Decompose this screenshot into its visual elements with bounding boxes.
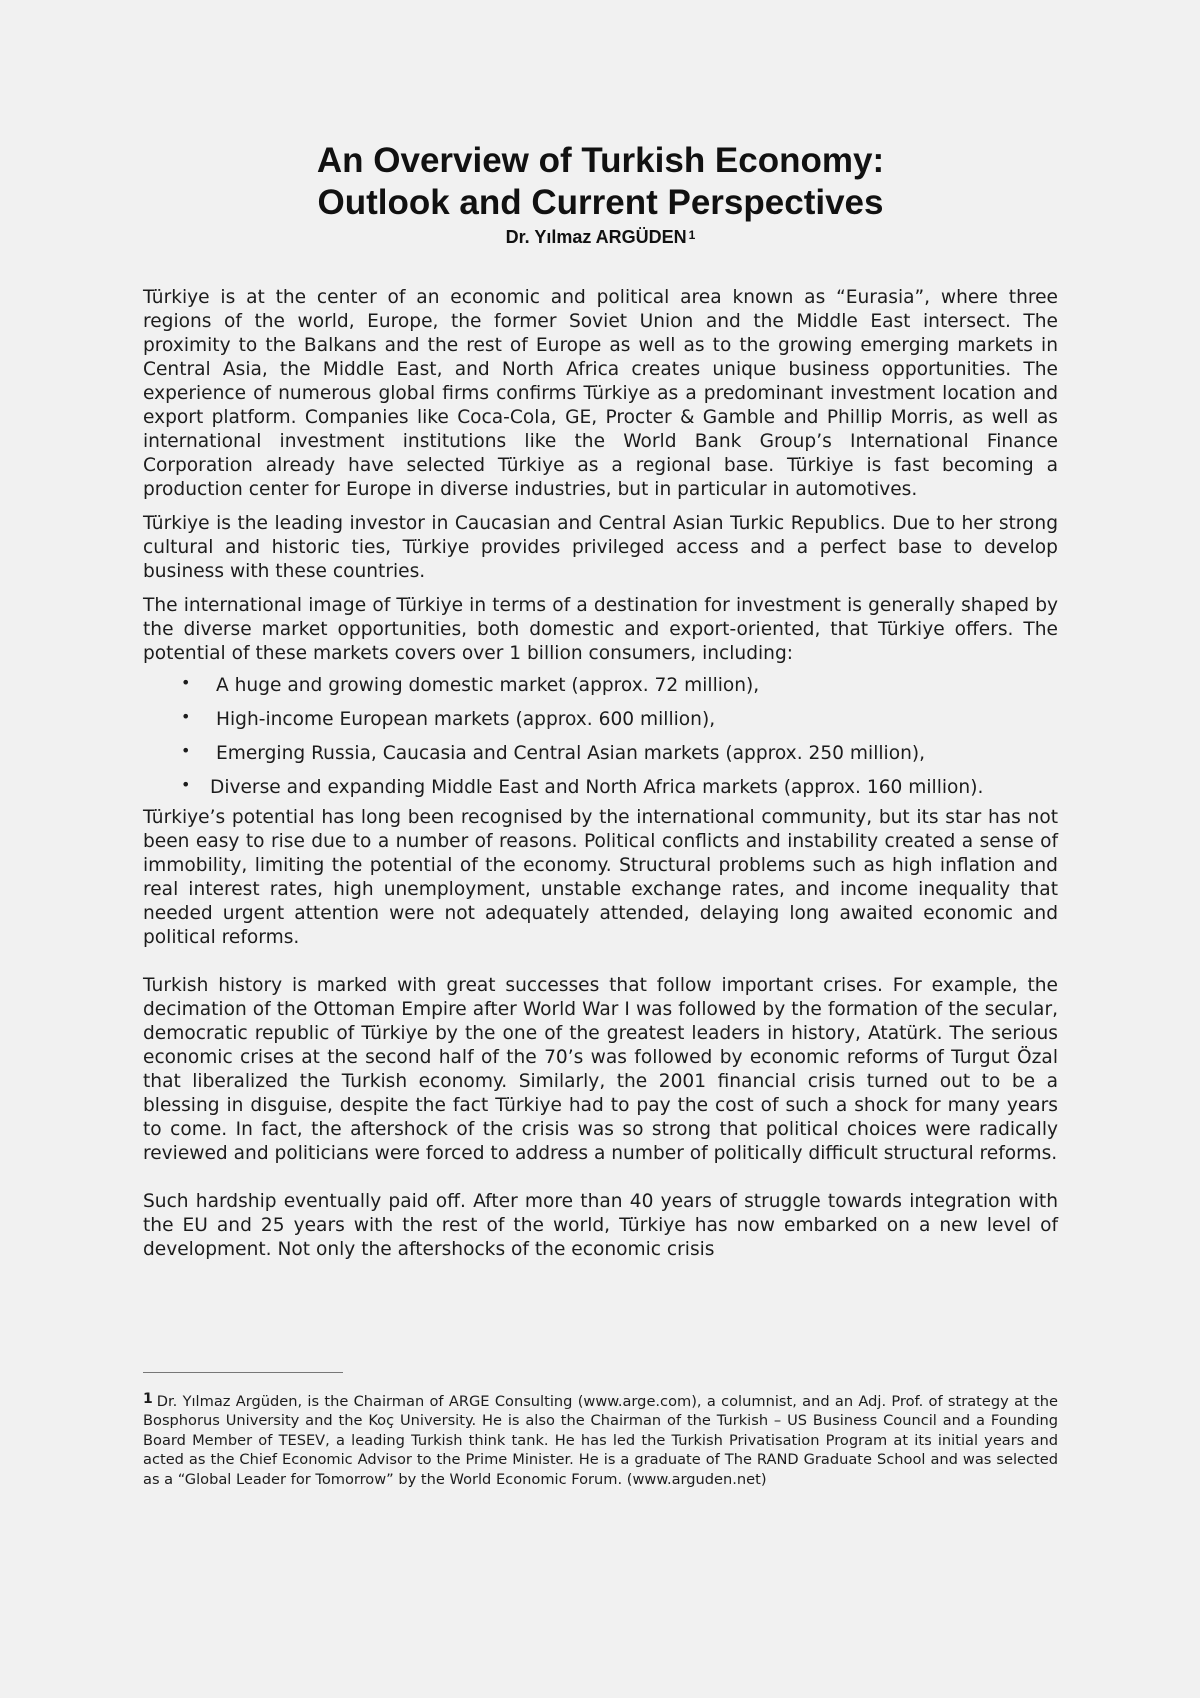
title-line-2: Outlook and Current Perspectives: [317, 183, 884, 222]
footnote-divider: [143, 1372, 343, 1373]
footnote-mark: 1: [143, 1391, 153, 1407]
list-item: [143, 674, 1058, 698]
bullet-text: A huge and growing domestic market (approx. 72 million),: [216, 675, 760, 696]
paragraph-potential: Türkiye’s potential has long been recognised by the international community, but its star has not been easy to rise due to a number of reasons. Political conflicts and instability created a sense of immobility, limiting the potential of the economy. Structural problems such as high inflation and real interest rates, high unemployment, unstable exchange rates, and income inequality that needed urgent attention were not adequately attended, delaying long awaited economic and political reforms.: [143, 807, 1058, 948]
market-bullet-list: [143, 674, 1058, 800]
footnote-text: Dr. Yılmaz Argüden, is the Chairman of ARGE Consulting (www.arge.com), a columnist, and an Adj. Prof. of strategy at the Bosphorus University and the Koç University. He is also the Chairman of the Turkish – US Business Council and a Founding Board Member of TESEV, a leading Turkish think tank. He has led the Turkish Privatisation Program at its initial years and acted as the Chief Economic Advisor to the Prime Minister. He is a graduate of The RAND Graduate School and was selected as a “Global Leader for Tomorrow” by the World Economic Forum. (www.arguden.net): [143, 1393, 1058, 1488]
author-line: [143, 224, 1058, 248]
footnote: [143, 1390, 1058, 1489]
bullet-icon: •: [181, 673, 191, 692]
author-footnote-ref: 1: [688, 228, 696, 242]
bullet-icon: •: [181, 707, 191, 726]
list-item: [143, 708, 1058, 732]
bullet-icon: •: [181, 775, 191, 794]
list-item: [143, 776, 1058, 800]
author-name: Dr. Yılmaz ARGÜDEN: [505, 227, 687, 247]
paragraph-international-image: The international image of Türkiye in terms of a destination for investment is generally shaped by the diverse market opportunities, both domestic and export-oriented, that Türkiye offers. The potential of these markets covers over 1 billion consumers, including:: [143, 595, 1058, 664]
bullet-text: High-income European markets (approx. 600 million),: [216, 709, 716, 730]
paragraph-turkic-republics: Türkiye is the leading investor in Caucasian and Central Asian Turkic Republics. Due to her strong cultural and historic ties, Türkiye provides privileged access and a perfect base to develop business with these countries.: [143, 513, 1058, 582]
list-item: [143, 742, 1058, 766]
document-title: [143, 140, 1058, 224]
bullet-text: Diverse and expanding Middle East and North Africa markets (approx. 160 million).: [210, 777, 984, 798]
paragraph-history: Turkish history is marked with great successes that follow important crises. For example, the decimation of the Ottoman Empire after World War I was followed by the formation of the secular, democratic republic of Türkiye by the one of the greatest leaders in history, Atatürk. The serious economic crises at the second half of the 70’s was followed by economic reforms of Turgut Özal that liberalized the Turkish economy. Similarly, the 2001 financial crisis turned out to be a blessing in disguise, despite the fact Türkiye had to pay the cost of such a shock for many years to come. In fact, the aftershock of the crisis was so strong that political choices were radically reviewed and politicians were forced to address a number of politically difficult structural reforms.: [143, 975, 1058, 1164]
bullet-text: Emerging Russia, Caucasia and Central Asian markets (approx. 250 million),: [216, 743, 926, 764]
bullet-icon: •: [181, 741, 191, 760]
document-body: [143, 140, 1058, 1272]
paragraph-eurasia: Türkiye is at the center of an economic and political area known as “Eurasia”, where three regions of the world, Europe, the former Soviet Union and the Middle East intersect. The proximity to the Balkans and the rest of Europe as well as to the growing emerging markets in Central Asia, the Middle East, and North Africa creates unique business opportunities. The experience of numerous global firms confirms Türkiye as a predominant investment location and export platform. Companies like Coca-Cola, GE, Procter & Gamble and Phillip Morris, as well as international investment institutions like the World Bank Group’s International Finance Corporation already have selected Türkiye as a regional base. Türkiye is fast becoming a production center for Europe in diverse industries, but in particular in automotives.: [143, 287, 1058, 500]
title-line-1: An Overview of Turkish Economy:: [316, 141, 885, 180]
paragraph-hardship: Such hardship eventually paid off. After more than 40 years of struggle towards integration with the EU and 25 years with the rest of the world, Türkiye has now embarked on a new level of development. Not only the aftershocks of the economic crisis: [143, 1191, 1058, 1260]
